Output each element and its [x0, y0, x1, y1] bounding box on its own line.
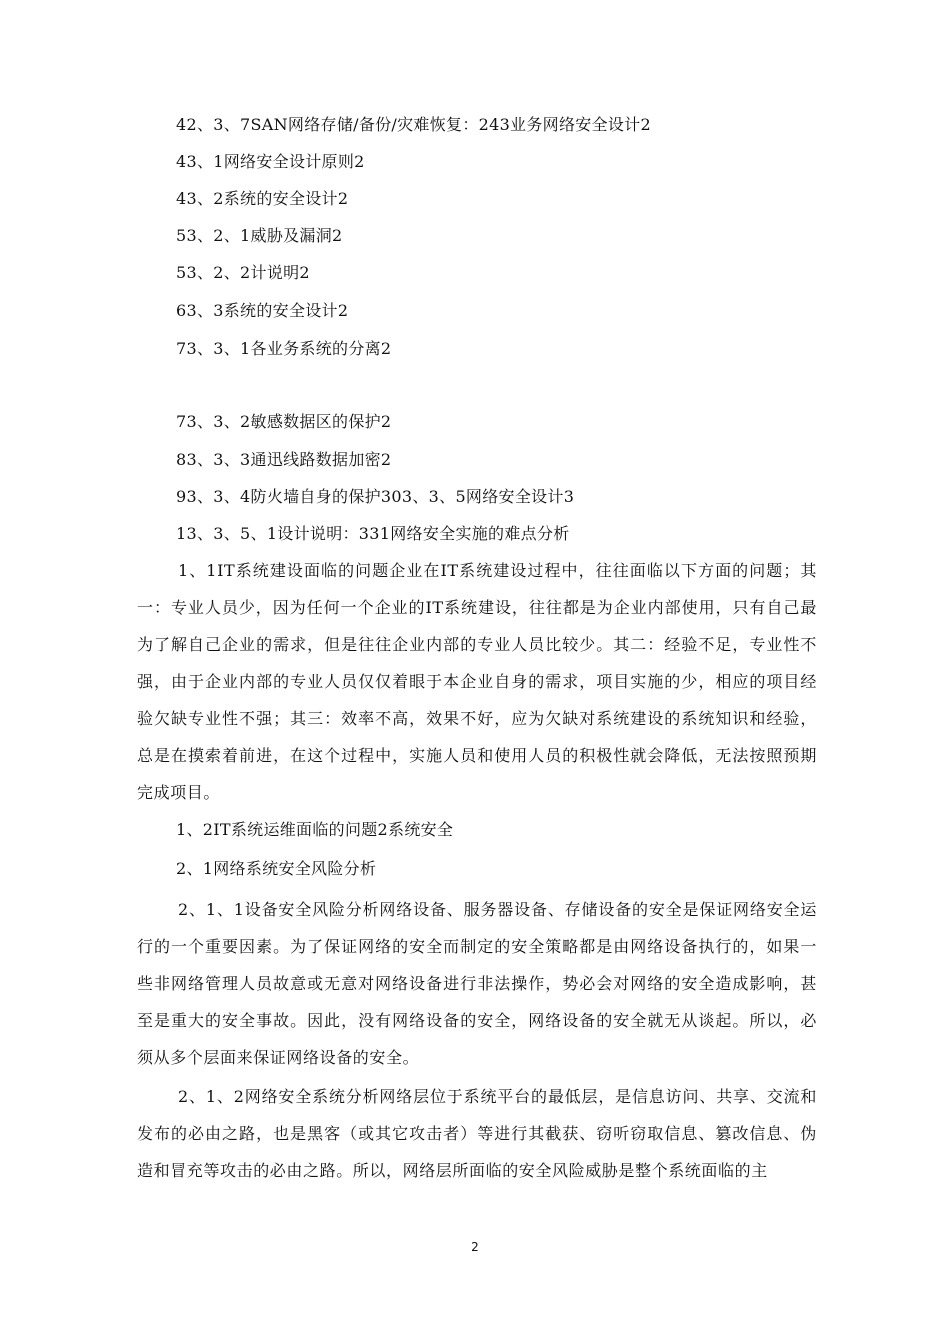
toc-line: 43、1网络安全设计原则2	[176, 152, 365, 171]
toc-line: 53、2、1威胁及漏洞2	[176, 226, 343, 245]
toc-line: 53、2、2计说明2	[176, 263, 310, 282]
toc-line: 83、3、3通迅线路数据加密2	[176, 450, 392, 469]
toc-line: 43、2系统的安全设计2	[176, 189, 349, 208]
toc-line: 42、3、7SAN网络存储/备份/灾难恢复：243业务网络安全设计2	[176, 115, 651, 134]
toc-line: 63、3系统的安全设计2	[176, 301, 349, 320]
toc-line: 73、3、1各业务系统的分离2	[176, 339, 392, 358]
page-number: 2	[471, 1240, 479, 1254]
section-heading: 2、1网络系统安全风险分析	[176, 859, 377, 878]
paragraph-device-security: 2、1、1设备安全风险分析网络设备、服务器设备、存储设备的安全是保证网络安全运行的一个重要因素。为了保证网络的安全而制定的安全策略都是由网络设备执行的，如果一些非网络管理人员故意或无意对网络设备进行非法操作，势必会对网络的安全造成影响，甚至是重大的安全事故。因此，没有网络设备的安全，网络设备的安全就无从谈起。所以，必须从多个层面来保证网络设备的安全。	[137, 900, 817, 1067]
paragraph-network-security: 2、1、2网络安全系统分析网络层位于系统平台的最低层，是信息访问、共享、交流和发布的必由之路，也是黑客（或其它攻击者）等进行其截获、窃听窃取信息、篡改信息、伪造和冒充等攻击的必由之路。所以，网络层所面临的安全风险威胁是整个系统面临的主	[137, 1087, 817, 1180]
toc-line: 93、3、4防火墙自身的保护303、3、5网络安全设计3	[176, 487, 575, 506]
section-heading: 1、2IT系统运维面临的问题2系统安全	[176, 820, 454, 839]
paragraph-it-construction-problems: 1、1IT系统建设面临的问题企业在IT系统建设过程中，往往面临以下方面的问题；其一：专业人员少，因为任何一个企业的IT系统建设，往往都是为企业内部使用，只有自己最为了解自己企业的需求，但是往往企业内部的专业人员比较少。其二：经验不足，专业性不强，由于企业内部的专业人员仅仅着眼于本企业自身的需求，项目实施的少，相应的项目经验欠缺专业性不强；其三：效率不高，效果不好，应为欠缺对系统建设的系统知识和经验，总是在摸索着前进，在这个过程中，实施人员和使用人员的积极性就会降低，无法按照预期完成项目。	[137, 561, 817, 802]
toc-line: 73、3、2敏感数据区的保护2	[176, 412, 392, 431]
toc-line: 13、3、5、1设计说明：331网络安全实施的难点分析	[176, 524, 570, 543]
